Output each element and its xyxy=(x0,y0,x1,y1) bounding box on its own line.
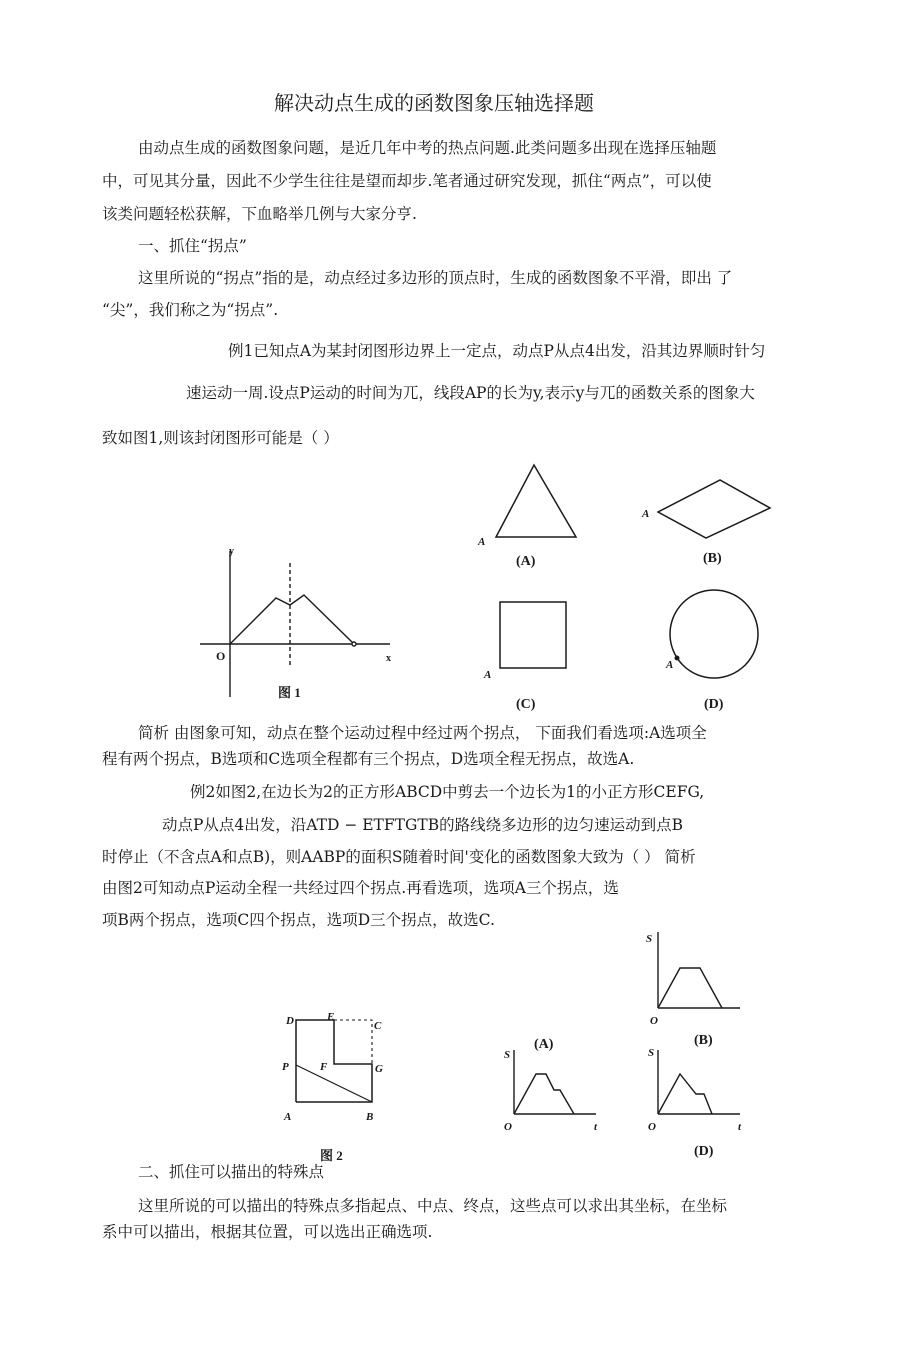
figure-2-polygon xyxy=(296,1020,372,1102)
example-2-line-4: 由图2可知动点P运动全程一共经过四个拐点.再看选项，选项A三个拐点，选 xyxy=(102,879,619,897)
figure-2-vertex-e: E xyxy=(327,1011,335,1023)
option-a-label: (A) xyxy=(516,554,536,569)
option-c-label: (C) xyxy=(516,697,536,712)
figure-2 xyxy=(276,1008,406,1168)
example-2-line-1: 例2如图2,在边长为2的正方形ABCD中剪去一个边长为1的小正方形CEFG, xyxy=(190,783,705,801)
page-title: 解决动点生成的函数图象压轴选择题 xyxy=(274,91,594,115)
example-2-line-3: 时停止（不含点A和点B)，则AABP的面积S随着时间'变化的函数图象大致为（ ） 简析 xyxy=(102,848,696,866)
figure-1-caption: 图 1 xyxy=(278,685,301,700)
intro-line-3: 该类问题轻松获解，下血略举几例与大家分亨. xyxy=(102,205,417,223)
figure-2-option-a xyxy=(496,1030,616,1133)
example-2-line-5: 项B两个拐点，选项C四个拐点，选项D三个拐点，故选C. xyxy=(102,911,495,929)
figure-1-option-d xyxy=(650,585,780,715)
triangle-shape xyxy=(496,465,576,537)
option-b-y-label: S xyxy=(646,933,653,945)
example-1-line-2: 速运动一周.设点P运动的时间为兀，线段AP的长为y,表示y与兀的函数关系的图象大 xyxy=(186,384,755,402)
option-a-point: A xyxy=(478,536,486,548)
option-d2-curve xyxy=(658,1074,712,1114)
figure-1-x-label: x xyxy=(386,653,391,664)
option-a2-x-label: t xyxy=(594,1121,598,1133)
rhombus-shape xyxy=(658,480,770,538)
option-b-label: (B) xyxy=(703,551,722,566)
square-shape xyxy=(500,602,566,668)
option-d2-label: (D) xyxy=(694,1144,714,1159)
option-a2-curve xyxy=(514,1074,574,1114)
figure-1-graph xyxy=(196,545,396,705)
section-1-heading: 一、抓住“拐点” xyxy=(138,237,247,255)
figure-2-vertex-f: F xyxy=(320,1061,328,1073)
option-d2-y-label: S xyxy=(648,1047,655,1059)
section-2-heading: 二、抓住可以描出的特殊点 xyxy=(138,1163,325,1181)
option-a2-label: (A) xyxy=(534,1037,554,1052)
section-1-line-1: 这里所说的“拐点”指的是，动点经过多边形的顶点时，生成的函数图象不平滑，即出 了 xyxy=(138,269,733,287)
example-1-line-3: 致如图1,则该封闭图形可能是（ ） xyxy=(102,429,339,447)
section-2-line-2: 系中可以描出，根据其位置，可以选出正确选项. xyxy=(102,1223,433,1241)
figure-1-option-b xyxy=(638,455,788,575)
figure-2-option-d xyxy=(640,1036,760,1166)
figure-1-origin: O xyxy=(216,649,226,663)
option-d-label: (D) xyxy=(704,697,724,712)
option-d-point: A xyxy=(666,659,674,671)
figure-2-cut-square xyxy=(334,1020,372,1064)
example-1-line-1: 例1已知点A为某封闭图形边界上一定点，动点P从点4出发，沿其边界顺时针匀 xyxy=(228,342,766,360)
intro-line-1: 由动点生成的函数图象问题，是近几年中考的热点问题.此类问题多出现在选择压轴题 xyxy=(138,139,717,157)
figure-2-vertex-b: B xyxy=(366,1111,374,1123)
figure-2-vertex-d: D xyxy=(286,1015,294,1027)
figure-1-option-c xyxy=(470,590,590,720)
figure-2-option-b xyxy=(640,928,760,1048)
figure-2-vertex-a: A xyxy=(284,1111,292,1123)
option-d2-origin: O xyxy=(648,1121,656,1133)
option-c-point: A xyxy=(484,669,492,681)
option-b-label-2: (B) xyxy=(694,1033,713,1048)
section-2-line-1: 这里所说的可以描出的特殊点多指起点、中点、终点，这些点可以求出其坐标，在坐标 xyxy=(138,1197,728,1215)
figure-1-option-a xyxy=(470,455,590,575)
section-1-line-2: “尖”，我们称之为“拐点”. xyxy=(102,301,279,319)
figure-2-vertex-c: C xyxy=(374,1020,382,1032)
option-b-curve xyxy=(658,968,722,1008)
figure-2-segment-pb xyxy=(296,1065,372,1102)
option-b-origin: O xyxy=(650,1015,658,1027)
circle-start-point xyxy=(675,656,680,661)
option-a2-origin: O xyxy=(504,1121,512,1133)
circle-shape xyxy=(670,590,758,678)
intro-line-2: 中，可见其分量，因此不少学生往往是望而却步.笔者通过研究发现，抓住“两点”，可以使 xyxy=(102,172,712,190)
analysis-1-line-1: 简析 由图象可知，动点在整个运动过程中经过两个拐点， 下面我们看选项:A选项全 xyxy=(138,724,707,742)
figure-1-y-label: y xyxy=(229,546,234,557)
figure-1-end-point xyxy=(352,642,356,646)
option-a2-y-label: S xyxy=(504,1049,511,1061)
example-2-line-2: 动点P从点4出发，沿ATD − ETFTGTB的路线绕多边形的边匀速运动到点B xyxy=(162,816,683,834)
figure-2-caption: 图 2 xyxy=(320,1148,343,1163)
figure-1-curve xyxy=(230,595,354,644)
option-d2-x-label: t xyxy=(738,1121,742,1133)
analysis-1-line-2: 程有两个拐点，B选项和C选项全程都有三个拐点，D选项全程无拐点，故选A. xyxy=(102,750,635,768)
option-b-point: A xyxy=(642,508,650,520)
figure-2-vertex-p: P xyxy=(282,1061,289,1073)
figure-2-vertex-g: G xyxy=(375,1063,383,1075)
